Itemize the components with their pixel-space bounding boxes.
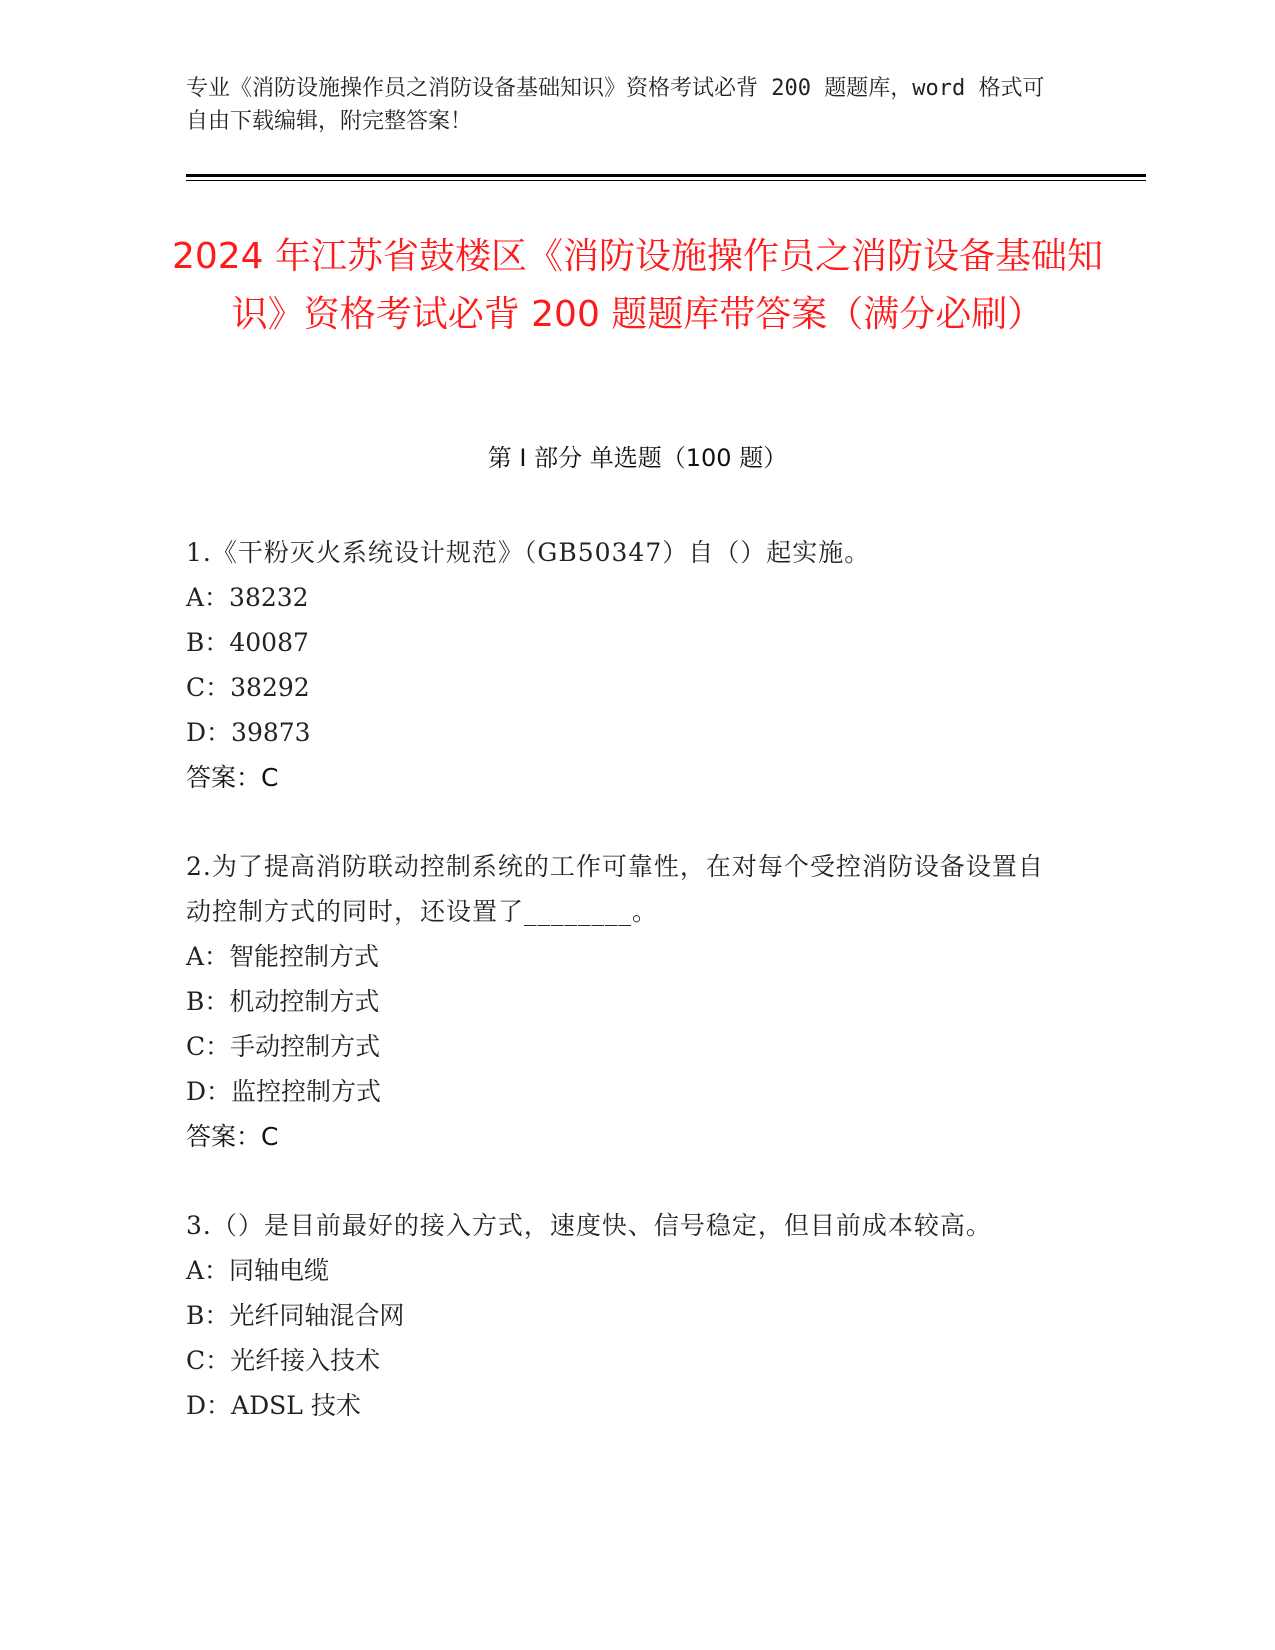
option-b: B：光纤同轴混合网 (186, 1301, 405, 1330)
question-list (186, 530, 1066, 1472)
option-a: A：同轴电缆 (186, 1256, 330, 1285)
header-note: 专业《消防设施操作员之消防设备基础知识》资格考试必背 200 题题库，word 格式可自由下载编辑，附完整答案！ (186, 76, 1045, 134)
question-stem: 1.《干粉灭火系统设计规范》（GB50347）自（）起实施。 (186, 538, 871, 567)
question-3 (186, 1203, 1066, 1428)
option-c: C：38292 (186, 673, 310, 702)
answer-text: 答案：C (186, 1122, 279, 1151)
option-a: A：38232 (186, 583, 309, 612)
option-c: C：光纤接入技术 (186, 1346, 381, 1375)
option-d: D：39873 (186, 718, 311, 747)
answer-text: 答案：C (186, 763, 279, 792)
option-a: A：智能控制方式 (186, 942, 380, 971)
question-2 (186, 844, 1066, 1159)
option-b: B：机动控制方式 (186, 987, 380, 1016)
option-b: B：40087 (186, 628, 309, 657)
header-rule-thin (186, 180, 1146, 181)
header-rule-thick (186, 174, 1146, 177)
question-stem: 2.为了提高消防联动控制系统的工作可靠性，在对每个受控消防设备设置自动控制方式的同时，还设置了________。 (186, 852, 1044, 926)
question-1 (186, 530, 1066, 800)
option-d: D：监控控制方式 (186, 1077, 382, 1106)
section-heading: 第 I 部分 单选题（100 题） (487, 444, 788, 472)
option-d: D：ADSL 技术 (186, 1391, 361, 1420)
document-title: 2024 年江苏省鼓楼区《消防设施操作员之消防设备基础知识》资格考试必背 200 题题库带答案（满分必刷） (171, 236, 1104, 335)
option-c: C：手动控制方式 (186, 1032, 381, 1061)
question-stem: 3.（）是目前最好的接入方式，速度快、信号稳定，但目前成本较高。 (186, 1211, 992, 1240)
